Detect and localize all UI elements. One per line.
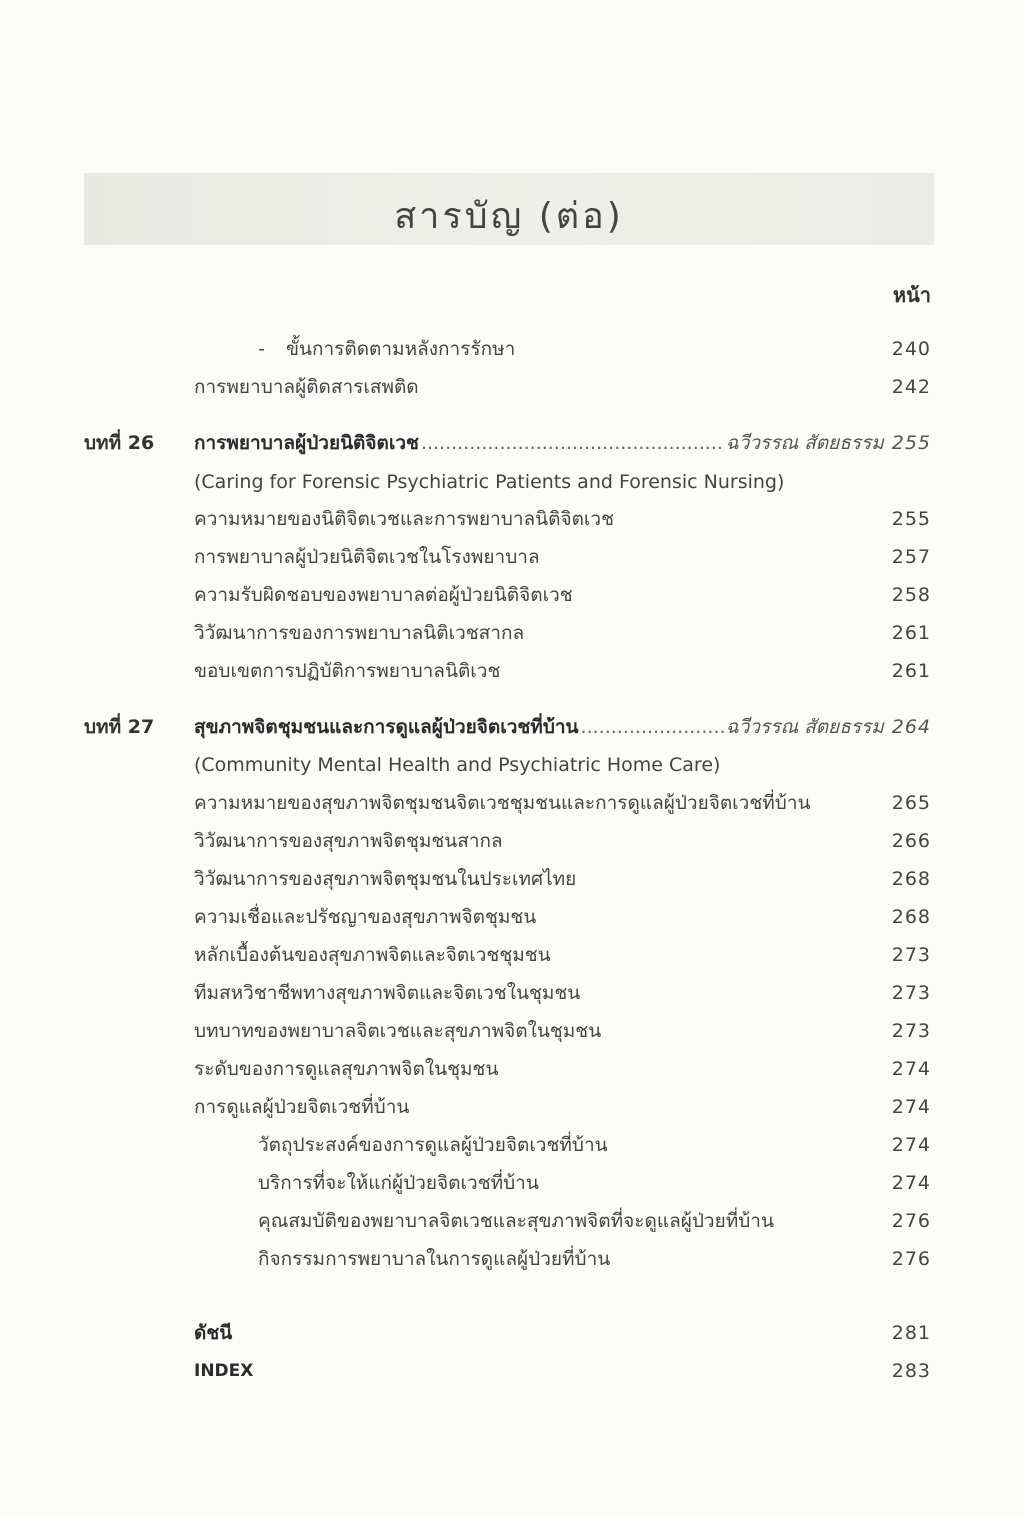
chapter-heading[interactable] — [0, 426, 1025, 460]
entry-text: กิจกรรมการพยาบาลในการดูแลผู้ป่วยที่บ้าน — [258, 1248, 611, 1270]
chapter-subtitle-row — [0, 465, 1025, 499]
toc-entry[interactable] — [0, 654, 1025, 688]
entry-text: คุณสมบัติของพยาบาลจิตเวชและสุขภาพจิตที่จะดูแลผู้ป่วยที่บ้าน — [258, 1210, 774, 1232]
entry-page: 274 — [891, 1058, 931, 1080]
entry-text: การพยาบาลผู้ติดสารเสพติด — [194, 376, 419, 398]
toc-entry[interactable] — [0, 540, 1025, 574]
entry-text: ขอบเขตการปฏิบัติการพยาบาลนิติเวช — [194, 660, 501, 682]
entry-page: 283 — [891, 1360, 931, 1382]
toc-entry[interactable] — [0, 332, 1025, 366]
entry-page: 261 — [891, 622, 931, 644]
chapter-subtitle: (Caring for Forensic Psychiatric Patients and Forensic Nursing) — [194, 471, 785, 493]
chapter-subtitle: (Community Mental Health and Psychiatric Home Care) — [194, 754, 721, 776]
entry-text: ความหมายของนิติจิตเวชและการพยาบาลนิติจิตเวช — [194, 508, 614, 530]
entry-page: 268 — [891, 868, 931, 890]
page-column-header: หน้า — [892, 283, 931, 307]
dot-leader — [581, 710, 724, 744]
entry-page: 258 — [891, 584, 931, 606]
entry-text: วิวัฒนาการของสุขภาพจิตชุมชนสากล — [194, 830, 503, 852]
entry-page: 255 — [891, 508, 931, 530]
toc-entry[interactable] — [0, 502, 1025, 536]
entry-text: ทีมสหวิชาชีพทางสุขภาพจิตและจิตเวชในชุมชน — [194, 982, 581, 1004]
entry-text: บริการที่จะให้แก่ผู้ป่วยจิตเวชที่บ้าน — [258, 1172, 539, 1194]
toc-entry[interactable] — [0, 900, 1025, 934]
entry-page: 281 — [891, 1322, 931, 1344]
entry-page: 240 — [891, 338, 931, 360]
chapter-title: การพยาบาลผู้ป่วยนิติจิตเวช — [194, 432, 419, 454]
entry-page: 276 — [891, 1210, 931, 1232]
toc-entry[interactable] — [0, 1090, 1025, 1124]
chapter-label: บทที่ 27 — [84, 716, 155, 738]
chapter-title-leader — [194, 710, 931, 744]
chapter-heading[interactable] — [0, 710, 1025, 744]
chapter-page: 255 — [891, 432, 931, 454]
title-band — [84, 173, 934, 245]
entry-text: ขั้นการติดตามหลังการรักษา — [286, 338, 516, 360]
toc-sub-entry[interactable] — [0, 1166, 1025, 1200]
entry-bullet: - — [258, 338, 265, 360]
toc-entry[interactable] — [0, 578, 1025, 612]
page-title: สารบัญ (ต่อ) — [394, 196, 624, 237]
entry-text: การพยาบาลผู้ป่วยนิติจิตเวชในโรงพยาบาล — [194, 546, 540, 568]
chapter-title-leader — [194, 426, 931, 460]
toc-entry[interactable] — [0, 824, 1025, 858]
toc-sub-entry[interactable] — [0, 1128, 1025, 1162]
toc-entry[interactable] — [0, 938, 1025, 972]
toc-entry[interactable] — [0, 976, 1025, 1010]
toc-sub-entry[interactable] — [0, 1242, 1025, 1276]
toc-entry[interactable] — [0, 786, 1025, 820]
entry-text: วิวัฒนาการของการพยาบาลนิติเวชสากล — [194, 622, 525, 644]
entry-text: วิวัฒนาการของสุขภาพจิตชุมชนในประเทศไทย — [194, 868, 577, 890]
toc-entry[interactable] — [0, 1316, 1025, 1350]
entry-page: 274 — [891, 1172, 931, 1194]
entry-page: 268 — [891, 906, 931, 928]
chapter-page: 264 — [891, 716, 931, 738]
dot-leader — [421, 426, 724, 460]
chapter-label: บทที่ 26 — [84, 432, 155, 454]
entry-page: 273 — [891, 982, 931, 1004]
index-thai-label: ดัชนี — [194, 1322, 233, 1344]
toc-entry[interactable] — [0, 862, 1025, 896]
entry-text: วัตถุประสงค์ของการดูแลผู้ป่วยจิตเวชที่บ้าน — [258, 1134, 608, 1156]
chapter-subtitle-row — [0, 748, 1025, 782]
entry-page: 242 — [891, 376, 931, 398]
entry-page: 273 — [891, 1020, 931, 1042]
entry-text: การดูแลผู้ป่วยจิตเวชที่บ้าน — [194, 1096, 410, 1118]
toc-entry[interactable] — [0, 1014, 1025, 1048]
entry-text: ความหมายของสุขภาพจิตชุมชนจิตเวชชุมชนและการดูแลผู้ป่วยจิตเวชที่บ้าน — [194, 792, 811, 814]
entry-text: ความรับผิดชอบของพยาบาลต่อผู้ป่วยนิติจิตเวช — [194, 584, 573, 606]
entry-page: 274 — [891, 1134, 931, 1156]
entry-page: 266 — [891, 830, 931, 852]
toc-entry[interactable] — [0, 1052, 1025, 1086]
entry-text: บทบาทของพยาบาลจิตเวชและสุขภาพจิตในชุมชน — [194, 1020, 602, 1042]
entry-page: 273 — [891, 944, 931, 966]
entry-text: ระดับของการดูแลสุขภาพจิตในชุมชน — [194, 1058, 499, 1080]
toc-entry[interactable] — [0, 370, 1025, 404]
toc-entry[interactable] — [0, 616, 1025, 650]
chapter-title: สุขภาพจิตชุมชนและการดูแลผู้ป่วยจิตเวชที่บ้าน — [194, 716, 579, 738]
entry-page: 274 — [891, 1096, 931, 1118]
entry-page: 276 — [891, 1248, 931, 1270]
index-english-label: INDEX — [194, 1361, 254, 1381]
entry-text: หลักเบื้องต้นของสุขภาพจิตและจิตเวชชุมชน — [194, 944, 551, 966]
chapter-author: ฉวีวรรณ สัตยธรรม — [725, 432, 884, 454]
entry-page: 265 — [891, 792, 931, 814]
entry-page: 261 — [891, 660, 931, 682]
toc-entry[interactable] — [0, 1354, 1025, 1388]
chapter-author: ฉวีวรรณ สัตยธรรม — [725, 716, 884, 738]
entry-text: ความเชื่อและปรัชญาของสุขภาพจิตชุมชน — [194, 906, 537, 928]
entry-page: 257 — [891, 546, 931, 568]
toc-sub-entry[interactable] — [0, 1204, 1025, 1238]
